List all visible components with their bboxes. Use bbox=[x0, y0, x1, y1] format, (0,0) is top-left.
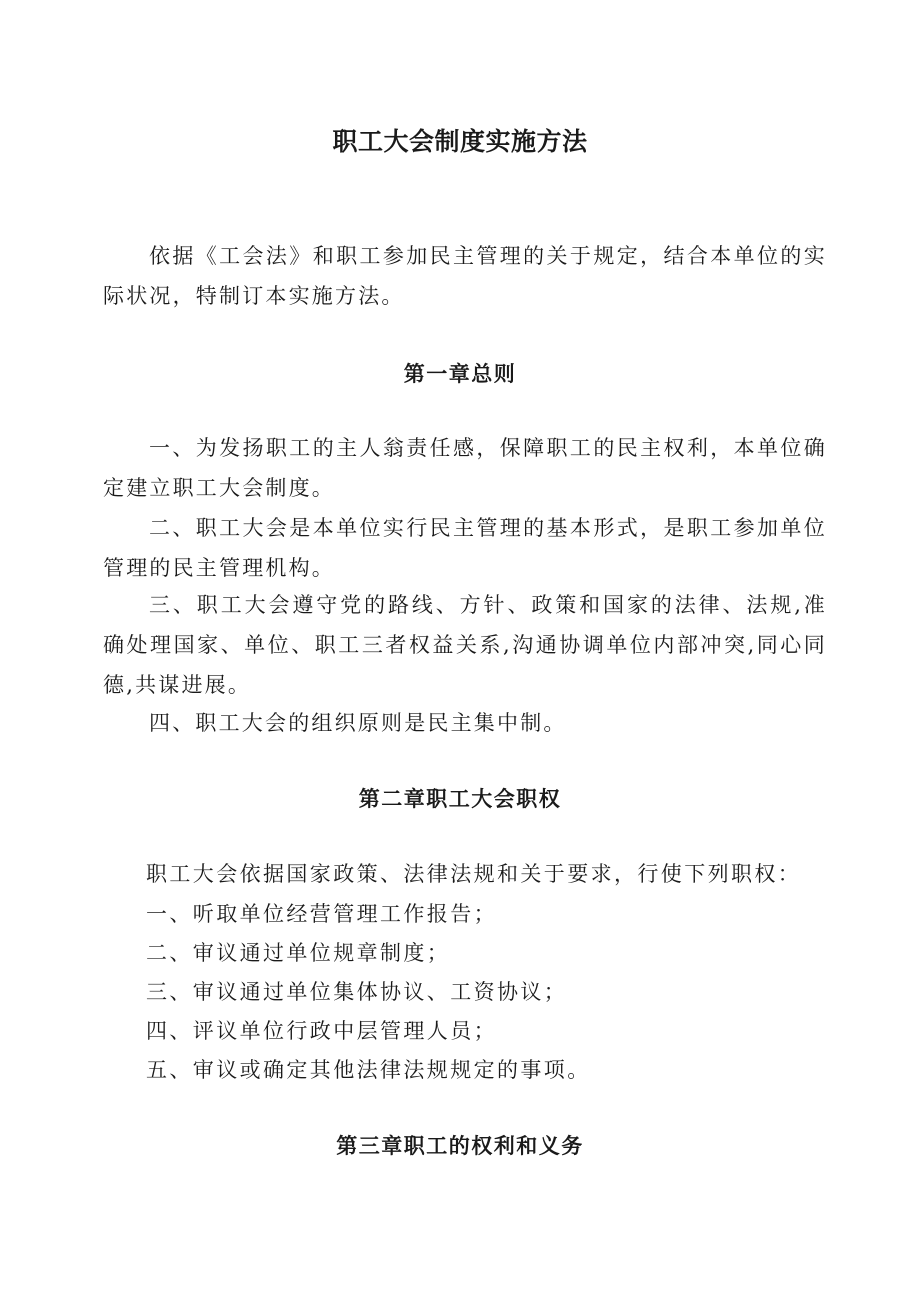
chapter-2-item: 五、审议或确定其他法律法规规定的事项。 bbox=[146, 1058, 591, 1082]
chapter-1-item: 三、职工大会遵守党的路线、方针、政策和国家的法律、法规,准确处理国家、单位、职工三者权益关系,沟通协调单位内部冲突,同心同德,共谋进展。 bbox=[103, 593, 827, 697]
chapter-1-item: 四、职工大会的组织原则是民主集中制。 bbox=[149, 711, 567, 735]
chapter-1-item: 二、职工大会是本单位实行民主管理的基本形式，是职工参加单位管理的民主管理机构。 bbox=[103, 516, 827, 580]
chapter-3-heading: 第三章职工的权利和义务 bbox=[336, 1133, 584, 1158]
chapter-1-item: 一、为发扬职工的主人翁责任感，保障职工的民主权利，本单位确定建立职工大会制度。 bbox=[103, 436, 827, 500]
chapter-2-item: 四、评议单位行政中层管理人员； bbox=[146, 1019, 497, 1043]
chapter-2-item: 二、审议通过单位规章制度； bbox=[146, 941, 451, 965]
chapter-2-item: 三、审议通过单位集体协议、工资协议； bbox=[146, 980, 568, 1004]
chapter-2-item: 一、听取单位经营管理工作报告； bbox=[146, 902, 497, 926]
chapter-2-heading: 第二章职工大会职权 bbox=[358, 786, 562, 811]
chapter-1-heading: 第一章总则 bbox=[403, 361, 517, 386]
intro-paragraph: 依据《工会法》和职工参加民主管理的关于规定，结合本单位的实际状况，特制订本实施方法。 bbox=[103, 244, 827, 308]
chapter-2-lead: 职工大会依据国家政策、法律法规和关于要求，行使下列职权： bbox=[146, 862, 802, 886]
document-title: 职工大会制度实施方法 bbox=[332, 127, 588, 156]
